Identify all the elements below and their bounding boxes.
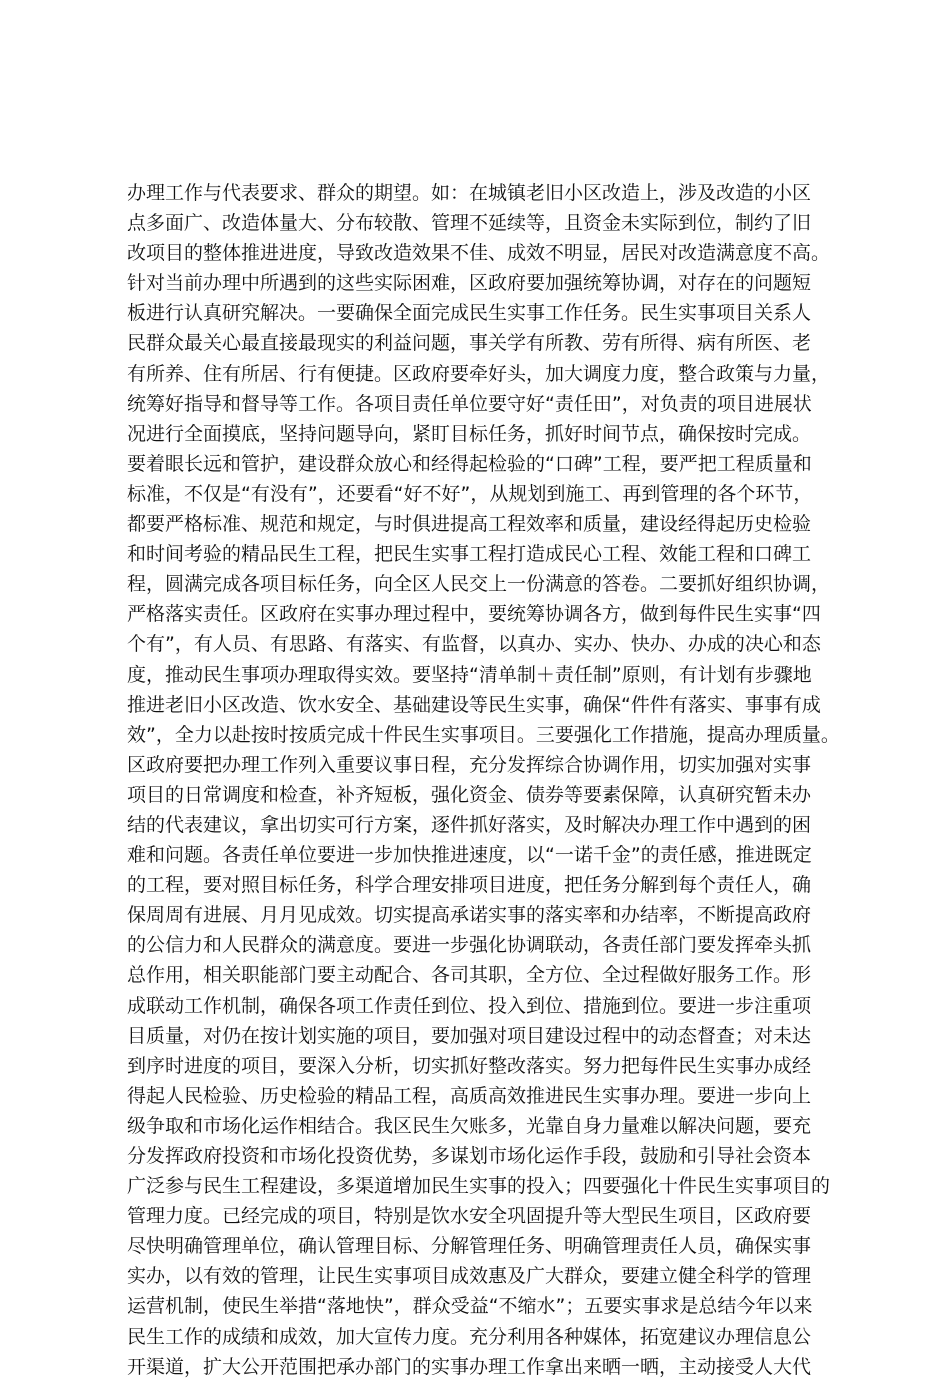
text-line: 广泛参与民生工程建设，多渠道增加民生实事的投入；四要强化十件民生实事项目的: [127, 1175, 831, 1198]
text-line: 区政府要把办理工作列入重要议事日程，充分发挥综合协调作用，切实加强对实事: [127, 753, 812, 776]
text-line: 针对当前办理中所遇到的这些实际困难，区政府要加强统筹协调，对存在的问题短: [127, 272, 812, 295]
text-line: 办理工作与代表要求、群众的期望。如：在城镇老旧小区改造上，涉及改造的小区: [127, 182, 812, 204]
text-line: 成联动工作机制，确保各项工作责任到位、投入到位、措施到位。要进一步注重项: [127, 994, 812, 1017]
text-line: 有所养、住有所居、行有便捷。区政府要牵好头，加大调度力度，整合政策与力量，: [127, 362, 831, 385]
text-line: 管理力度。已经完成的项目，特别是饮水安全巩固提升等大型民生项目，区政府要: [127, 1205, 812, 1228]
text-line: 都要严格标准、规范和规定，与时俱进提高工程效率和质量，建设经得起历史检验: [127, 513, 812, 536]
text-line: 民生工作的成绩和成效，加大宣传力度。充分利用各种媒体，拓宽建议办理信息公: [127, 1325, 812, 1348]
text-line: 项目的日常调度和检查，补齐短板，强化资金、债券等要素保障，认真研究暂未办: [127, 783, 812, 806]
text-line: 和时间考验的精品民生工程，把民生实事工程打造成民心工程、效能工程和口碑工: [127, 543, 812, 566]
text-line: 改项目的整体推进进度，导致改造效果不佳、成效不明显，居民对改造满意度不高。: [127, 242, 831, 265]
text-line: 开渠道，扩大公开范围把承办部门的实事办理工作拿出来晒一晒，主动接受人大代: [127, 1355, 812, 1378]
text-line: 效”，全力以赴按时按质完成十件民生实事项目。三要强化工作措施，提高办理质量。: [127, 723, 840, 746]
text-line: 总作用，相关职能部门要主动配合、各司其职，全方位、全过程做好服务工作。形: [127, 964, 812, 987]
text-line: 度，推动民生事项办理取得实效。要坚持“清单制＋责任制”原则，有计划有步骤地: [127, 663, 812, 686]
text-line: 运营机制，使民生举措“落地快”，群众受益“不缩水”；五要实事求是总结今年以来: [127, 1295, 813, 1318]
text-line: 级争取和市场化运作相结合。我区民生欠账多，光靠自身力量难以解决问题，要充: [127, 1114, 812, 1137]
text-line: 点多面广、改造体量大、分布较散、管理不延续等，且资金未实际到位，制约了旧: [127, 212, 812, 235]
text-line: 分发挥政府投资和市场化投资优势，多谋划市场化运作手段，鼓励和引导社会资本: [127, 1145, 812, 1167]
text-line: 得起人民检验、历史检验的精品工程，高质高效推进民生实事办理。要进一步向上: [127, 1084, 812, 1107]
text-line: 推进老旧小区改造、饮水安全、基础建设等民生实事，确保“件件有落实、事事有成: [127, 693, 821, 716]
text-line: 标准，不仅是“有没有”，还要看“好不好”，从规划到施工、再到管理的各个环节，: [127, 482, 813, 505]
text-line: 统筹好指导和督导等工作。各项目责任单位要守好“责任田”，对负责的项目进展状: [127, 392, 812, 415]
text-line: 程，圆满完成各项目标任务，向全区人民交上一份满意的答卷。二要抓好组织协调，: [127, 573, 831, 596]
text-line: 的工程，要对照目标任务，科学合理安排项目进度，把任务分解到每个责任人，确: [127, 874, 812, 897]
text-line: 要着眼长远和管护，建设群众放心和经得起检验的“口碑”工程，要严把工程质量和: [127, 452, 812, 475]
text-line: 到序时进度的项目，要深入分析，切实抓好整改落实。努力把每件民生实事办成经: [127, 1054, 812, 1077]
text-line: 个有”，有人员、有思路、有落实、有监督，以真办、实办、快办、办成的决心和态: [127, 633, 821, 656]
text-line: 尽快明确管理单位，确认管理目标、分解管理任务、明确管理责任人员，确保实事: [127, 1235, 812, 1258]
text-line: 况进行全面摸底，坚持问题导向，紧盯目标任务，抓好时间节点，确保按时完成。: [127, 422, 812, 445]
body-text: [127, 178, 857, 1382]
text-line: 结的代表建议，拿出切实可行方案，逐件抓好落实，及时解决办理工作中遇到的困: [127, 813, 812, 836]
text-line: 目质量，对仍在按计划实施的项目，要加强对项目建设过程中的动态督查；对未达: [127, 1024, 812, 1047]
text-line: 严格落实责任。区政府在实事办理过程中，要统筹协调各方，做到每件民生实事“四: [127, 603, 821, 626]
text-line: 民群众最关心最直接最现实的利益问题，事关学有所教、劳有所得、病有所医、老: [127, 332, 812, 355]
text-line: 保周周有进展、月月见成效。切实提高承诺实事的落实率和办结率，不断提高政府: [127, 904, 812, 927]
text-line: 板进行认真研究解决。一要确保全面完成民生实事工作任务。民生实事项目关系人: [127, 302, 812, 325]
text-line: 实办，以有效的管理，让民生实事项目成效惠及广大群众，要建立健全科学的管理: [127, 1265, 812, 1288]
text-line: 的公信力和人民群众的满意度。要进一步强化协调联动，各责任部门要发挥牵头抓: [127, 934, 812, 957]
text-line: 难和问题。各责任单位要进一步加快推进速度，以“一诺千金”的责任感，推进既定: [127, 844, 812, 867]
